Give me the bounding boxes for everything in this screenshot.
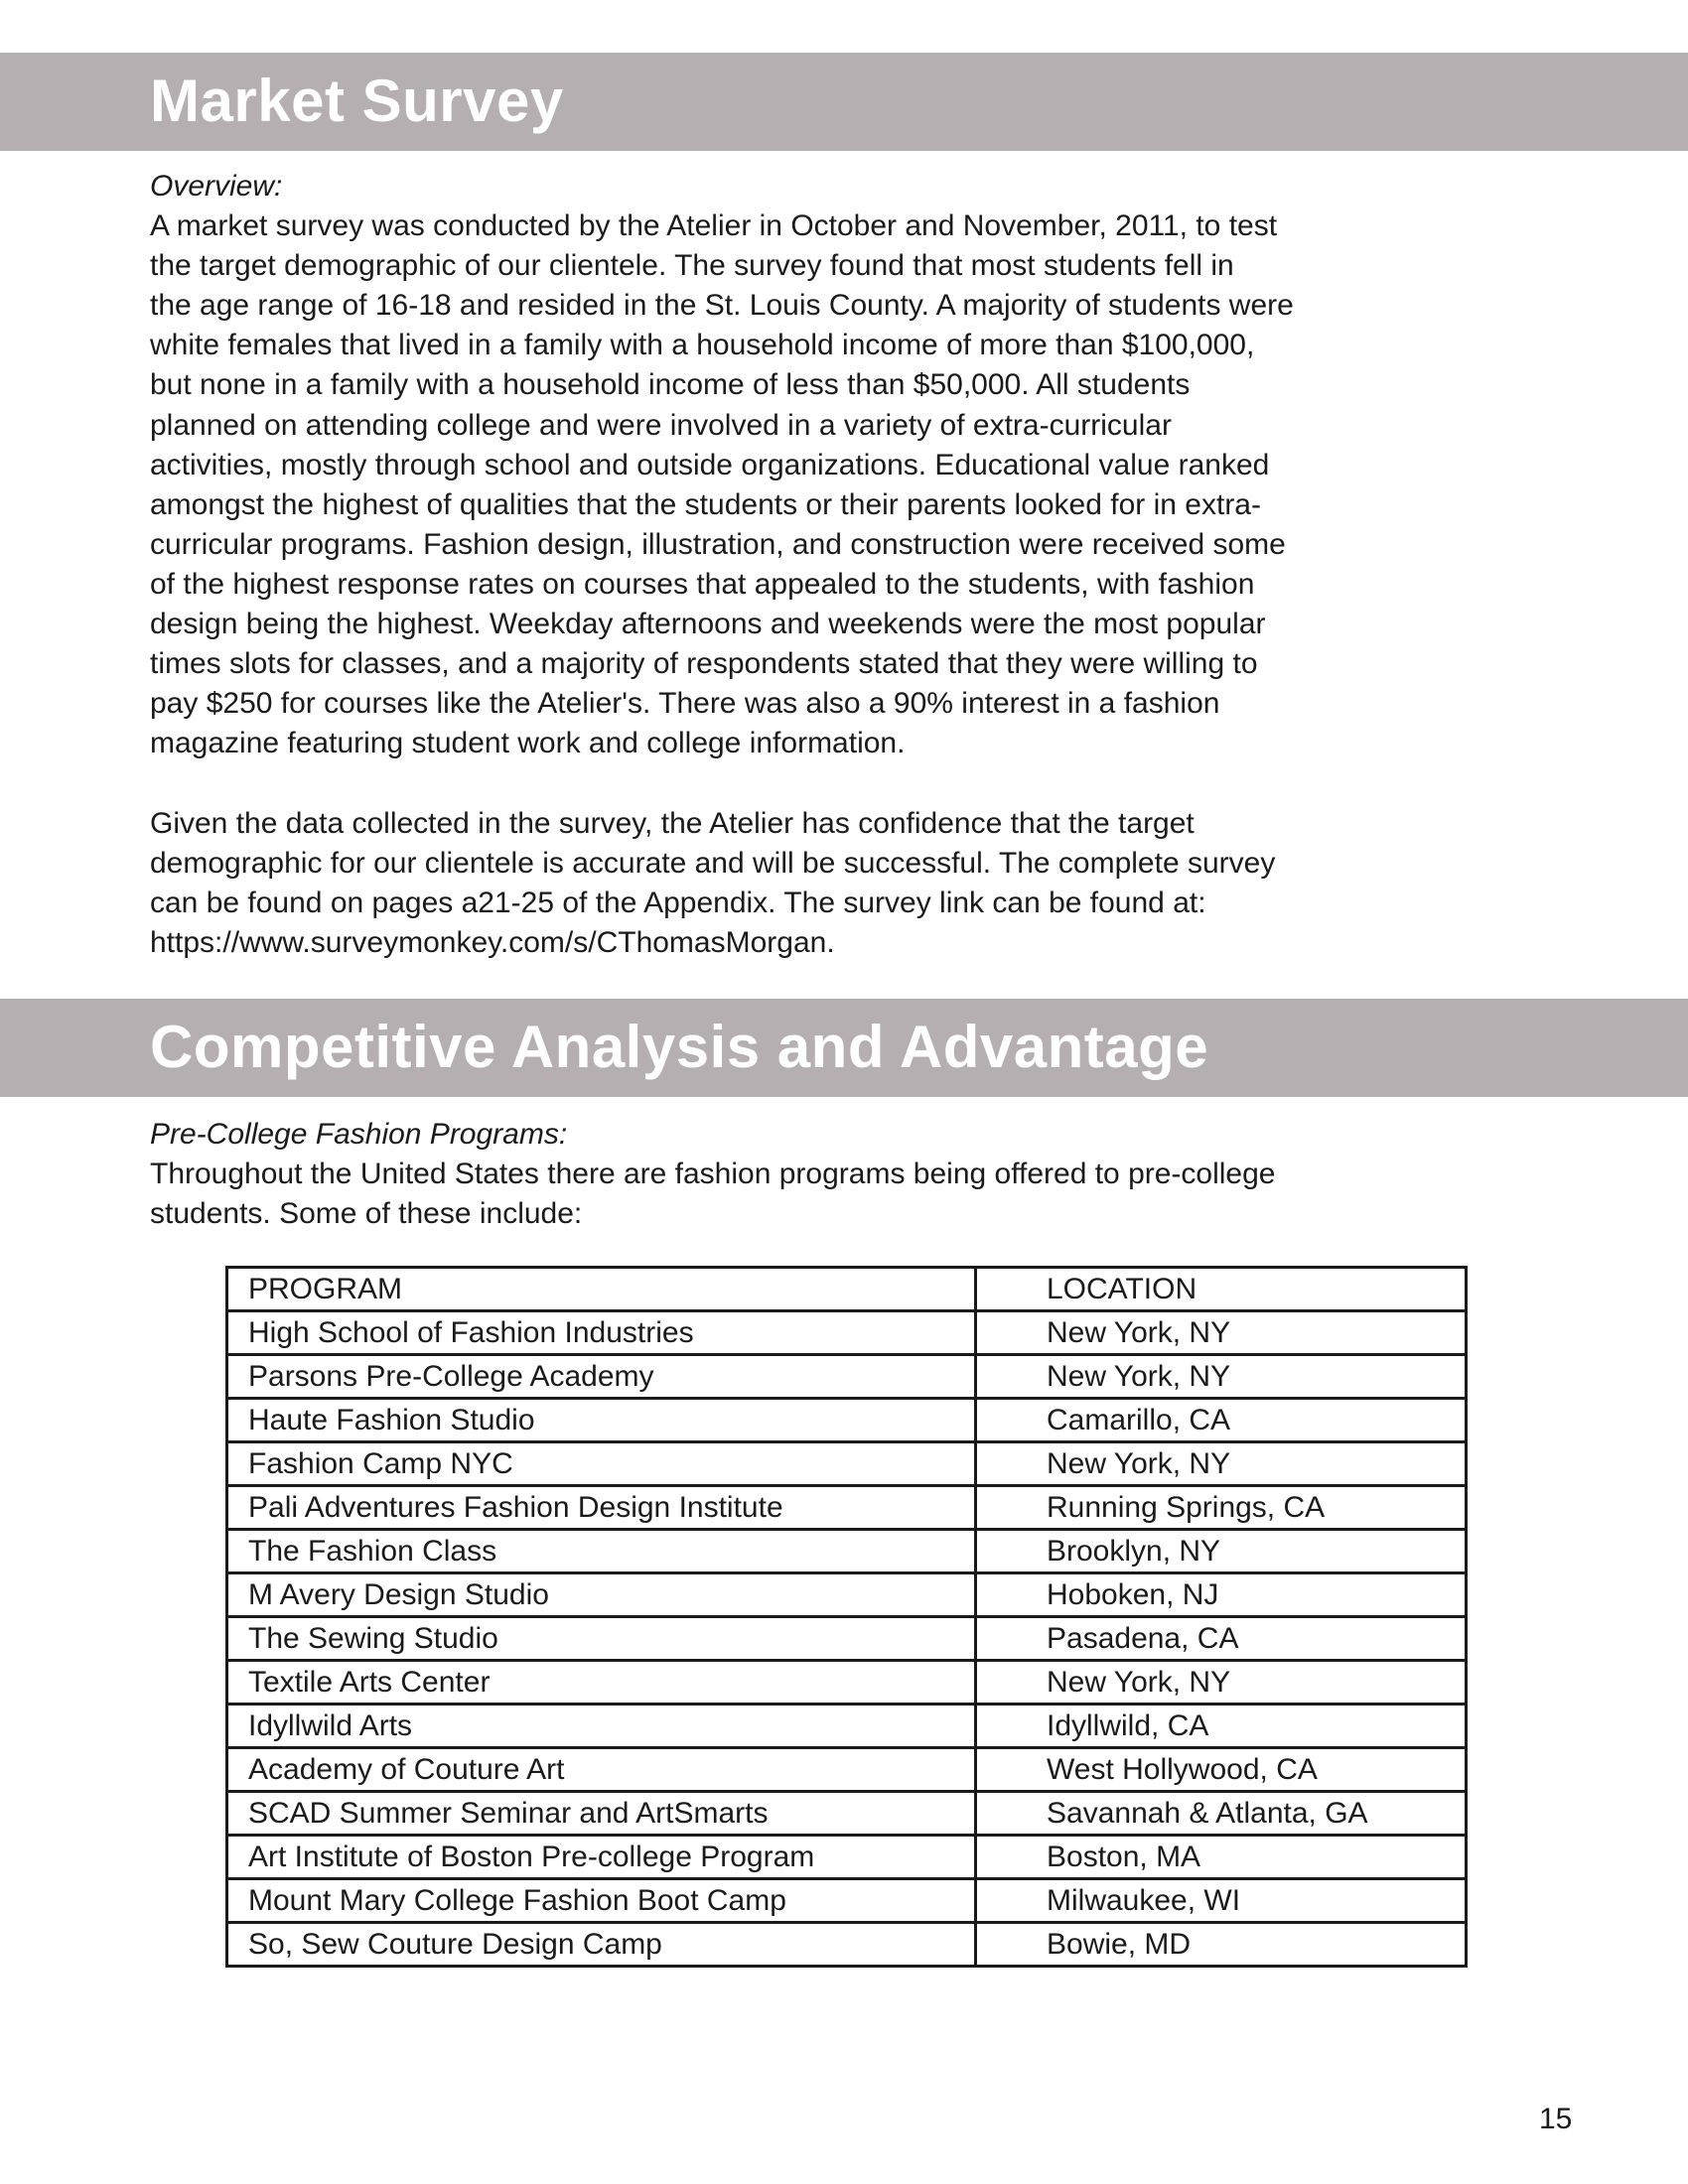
text-line: can be found on pages a21-25 of the Appendix. The survey link can be found at: <box>150 886 1206 919</box>
conclusion-paragraph <box>150 804 1294 963</box>
cell-location: New York, NY <box>976 1311 1467 1355</box>
table-row <box>227 1486 1467 1530</box>
text-line: Given the data collected in the survey, the Atelier has confidence that the target <box>150 806 1195 840</box>
cell-location: Camarillo, CA <box>976 1399 1467 1442</box>
table-row <box>227 1748 1467 1792</box>
table-row <box>227 1573 1467 1617</box>
text-line: https://www.surveymonkey.com/s/CThomasMorgan. <box>150 925 835 959</box>
cell-location: Running Springs, CA <box>976 1486 1467 1530</box>
text-line: the age range of 16-18 and resided in the St. Louis County. A majority of students were <box>150 289 1294 323</box>
cell-program: Art Institute of Boston Pre-college Program <box>227 1836 976 1879</box>
cell-program: The Sewing Studio <box>227 1617 976 1661</box>
table-row <box>227 1442 1467 1486</box>
cell-location: New York, NY <box>976 1355 1467 1399</box>
cell-location: Brooklyn, NY <box>976 1530 1467 1573</box>
programs-table <box>225 1266 1468 1968</box>
table-row <box>227 1617 1467 1661</box>
cell-location: Milwaukee, WI <box>976 1879 1467 1923</box>
text-line: students. Some of these include: <box>150 1197 583 1231</box>
cell-program: SCAD Summer Seminar and ArtSmarts <box>227 1792 976 1836</box>
cell-program: Fashion Camp NYC <box>227 1442 976 1486</box>
table-row <box>227 1705 1467 1748</box>
text-line: but none in a family with a household income of less than $50,000. All students <box>150 368 1191 402</box>
cell-location: Hoboken, NJ <box>976 1573 1467 1617</box>
column-header-program: PROGRAM <box>227 1268 976 1311</box>
cell-program: Textile Arts Center <box>227 1661 976 1705</box>
cell-location: Pasadena, CA <box>976 1617 1467 1661</box>
cell-location: West Hollywood, CA <box>976 1748 1467 1792</box>
text-line: demographic for our clientele is accurate and will be successful. The complete survey <box>150 846 1276 880</box>
cell-location: Savannah & Atlanta, GA <box>976 1792 1467 1836</box>
competitive-intro <box>150 1155 1275 1234</box>
cell-location: New York, NY <box>976 1442 1467 1486</box>
table-row <box>227 1836 1467 1879</box>
text-line: curricular programs. Fashion design, illustration, and construction were received some <box>150 527 1286 561</box>
text-line: A market survey was conducted by the Atelier in October and November, 2011, to test <box>150 209 1278 243</box>
table-row <box>227 1355 1467 1399</box>
cell-location: Bowie, MD <box>976 1923 1467 1967</box>
table-row <box>227 1399 1467 1442</box>
overview-paragraph <box>150 206 1294 763</box>
table-row <box>227 1311 1467 1355</box>
table-header-row <box>227 1268 1467 1311</box>
text-line: activities, mostly through school and outside organizations. Educational value ranked <box>150 448 1270 481</box>
cell-program: Academy of Couture Art <box>227 1748 976 1792</box>
cell-program: M Avery Design Studio <box>227 1573 976 1617</box>
text-line: white females that lived in a family with a household income of more than $100,000, <box>150 329 1255 362</box>
table-row <box>227 1792 1467 1836</box>
text-line: the target demographic of our clientele. The survey found that most students fell in <box>150 249 1234 283</box>
cell-program: Mount Mary College Fashion Boot Camp <box>227 1879 976 1923</box>
column-header-location: LOCATION <box>976 1268 1467 1311</box>
text-line: Throughout the United States there are fashion programs being offered to pre-college <box>150 1158 1276 1191</box>
cell-program: High School of Fashion Industries <box>227 1311 976 1355</box>
cell-program: Parsons Pre-College Academy <box>227 1355 976 1399</box>
table-row <box>227 1879 1467 1923</box>
text-line: of the highest response rates on courses that appealed to the students, with fashion <box>150 567 1255 601</box>
text-line: design being the highest. Weekday afternoons and weekends were the most popular <box>150 608 1266 641</box>
market-survey-body <box>150 167 1294 963</box>
text-line: amongst the highest of qualities that the students or their parents looked for in extra- <box>150 487 1261 521</box>
cell-location: New York, NY <box>976 1661 1467 1705</box>
competitive-header-band <box>0 999 1688 1097</box>
competitive-title: Competitive Analysis and Advantage <box>150 1014 1209 1080</box>
cell-location: Idyllwild, CA <box>976 1705 1467 1748</box>
market-survey-header-band <box>0 53 1688 151</box>
table-row <box>227 1923 1467 1967</box>
cell-program: The Fashion Class <box>227 1530 976 1573</box>
table-row <box>227 1530 1467 1573</box>
cell-location: Boston, MA <box>976 1836 1467 1879</box>
text-line: planned on attending college and were involved in a variety of extra-curricular <box>150 408 1172 442</box>
text-line: magazine featuring student work and college information. <box>150 727 906 760</box>
competitive-body <box>150 1115 1275 1234</box>
text-line: times slots for classes, and a majority of respondents stated that they were willing to <box>150 647 1258 681</box>
overview-subheading: Overview: <box>150 170 283 203</box>
text-line: pay $250 for courses like the Atelier's. There was also a 90% interest in a fashion <box>150 687 1220 721</box>
cell-program: Idyllwild Arts <box>227 1705 976 1748</box>
market-survey-title: Market Survey <box>150 68 564 134</box>
cell-program: So, Sew Couture Design Camp <box>227 1923 976 1967</box>
cell-program: Haute Fashion Studio <box>227 1399 976 1442</box>
table-row <box>227 1661 1467 1705</box>
page-number: 15 <box>1539 2103 1573 2135</box>
pre-college-subheading: Pre-College Fashion Programs: <box>150 1118 568 1151</box>
cell-program: Pali Adventures Fashion Design Institute <box>227 1486 976 1530</box>
